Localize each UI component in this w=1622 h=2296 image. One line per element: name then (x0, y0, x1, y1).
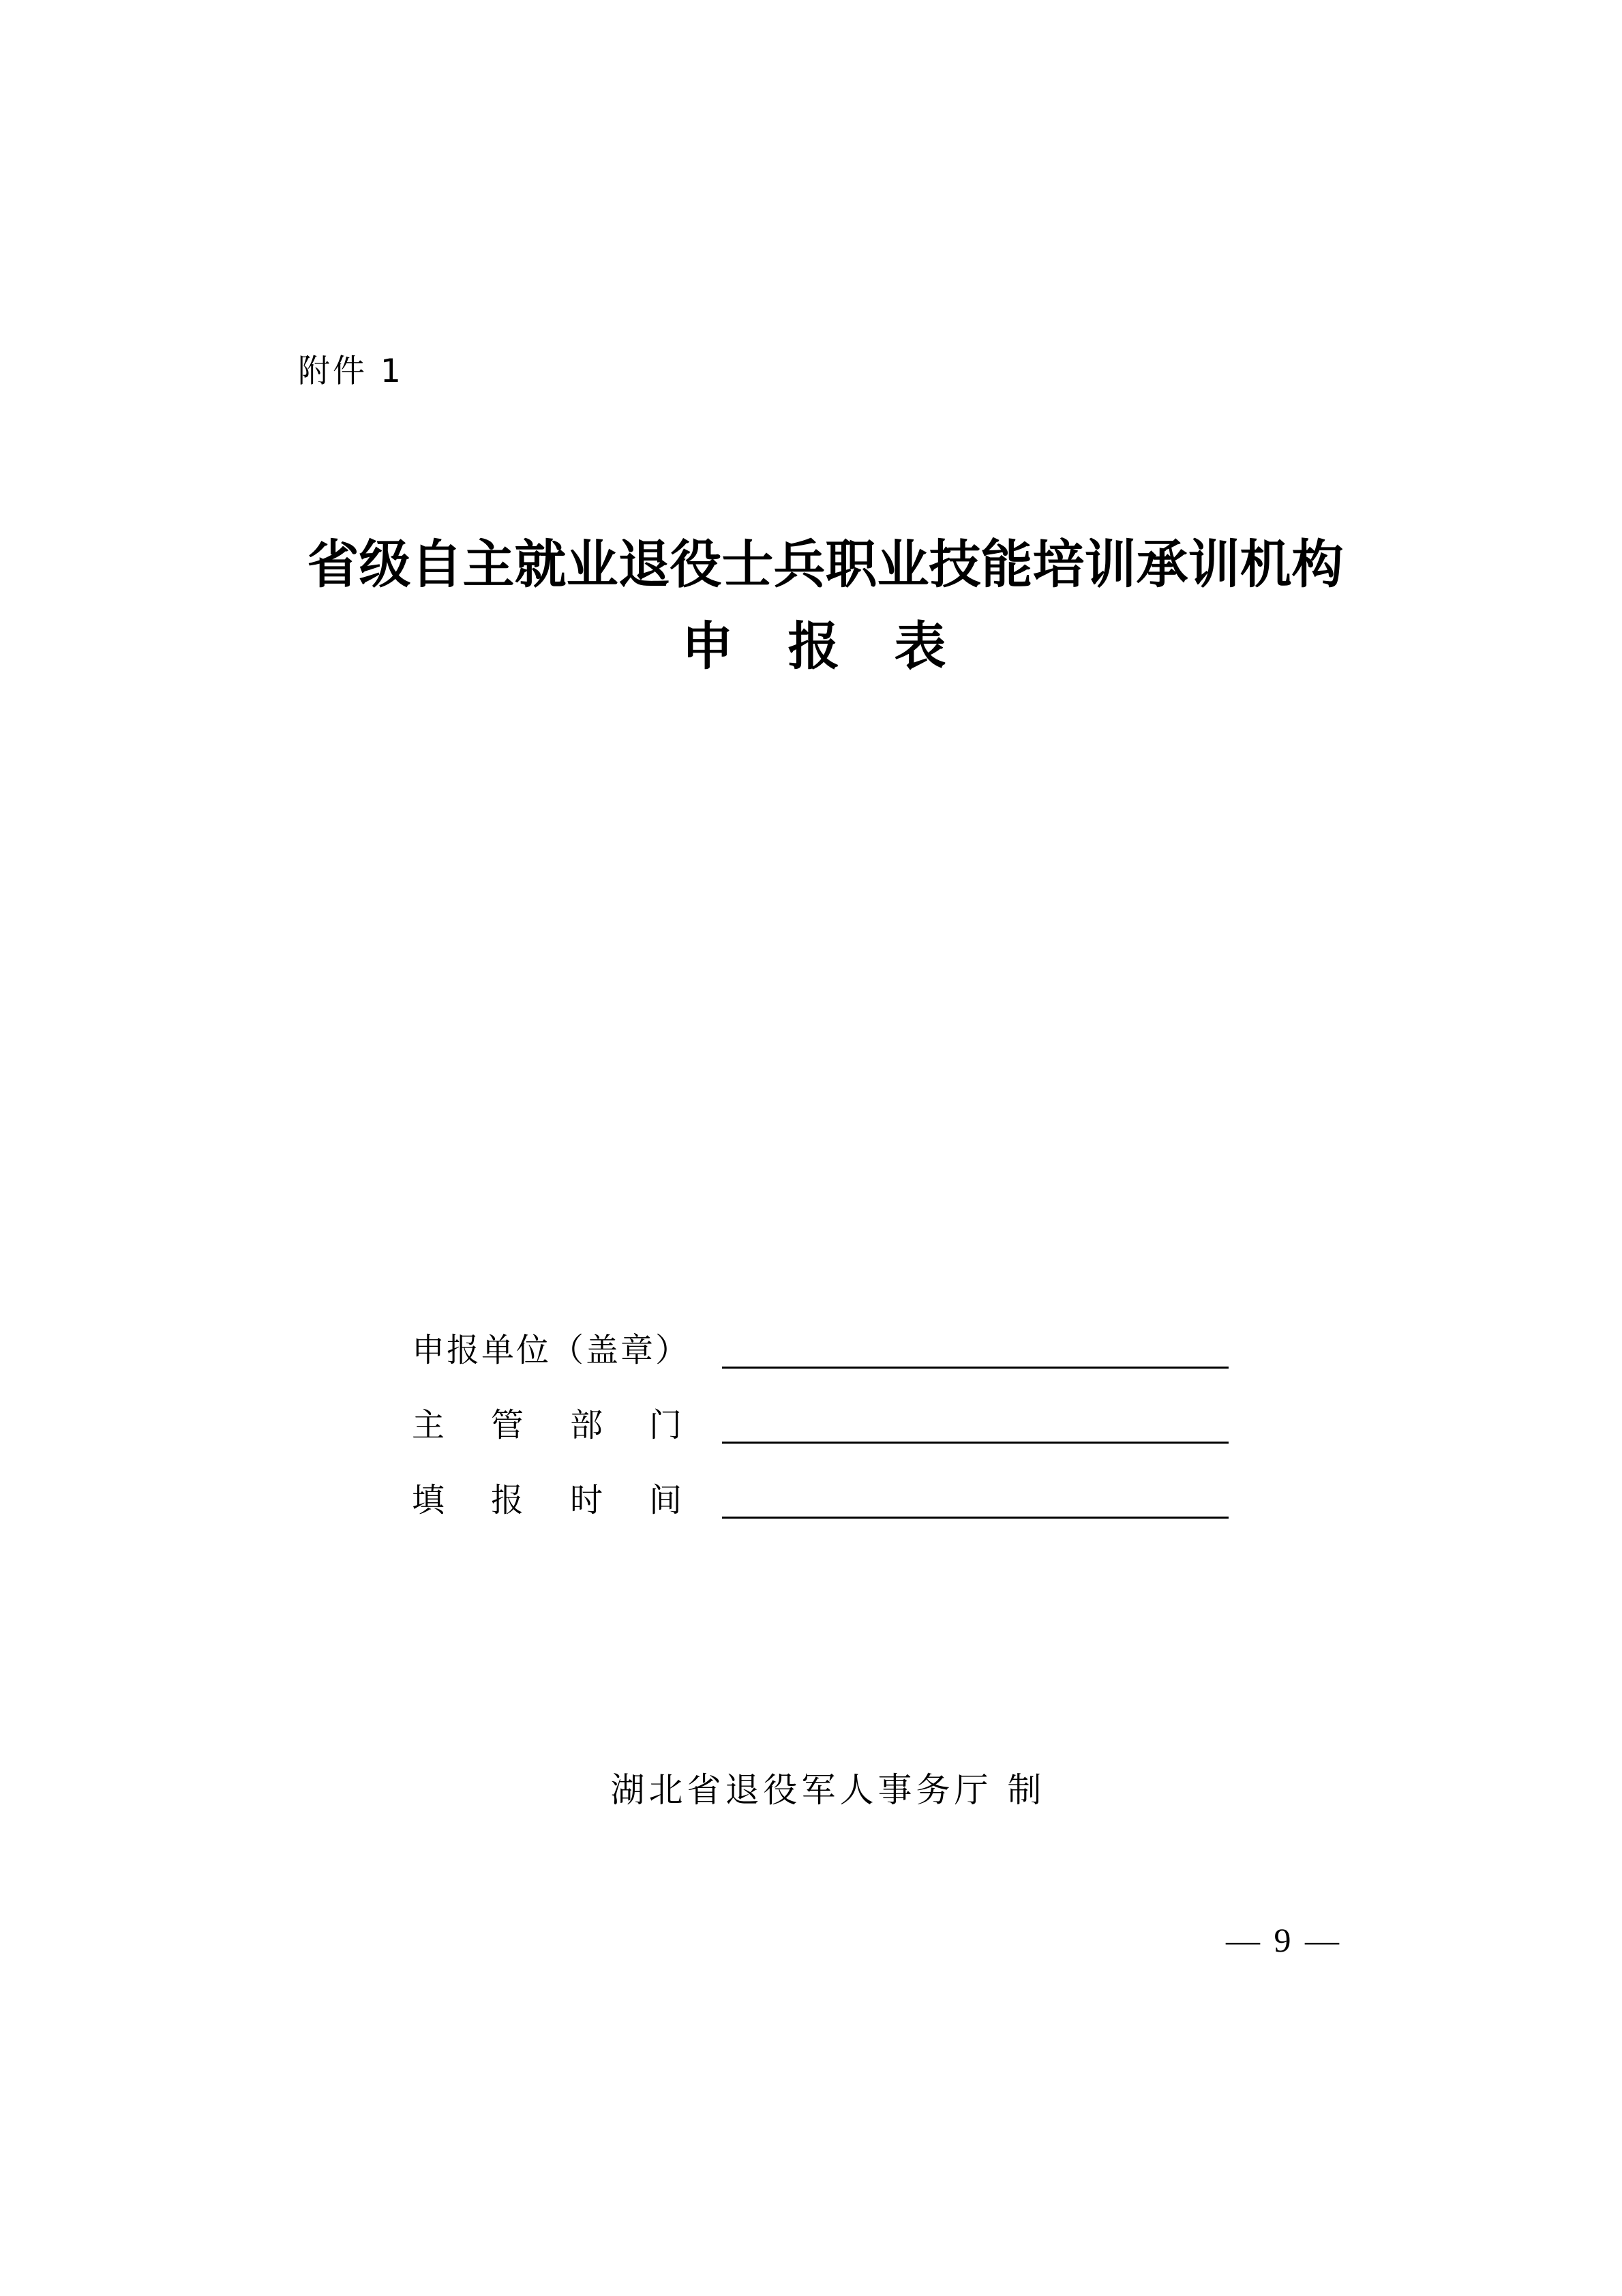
filing-date-label: 填报时间 (412, 1481, 729, 1519)
issuer-text: 湖北省退役军人事务厅 制 (610, 1770, 1046, 1810)
page-number: — 9 — (1226, 1921, 1342, 1959)
attachment-label: 附件 1 (298, 353, 404, 390)
document-title-line-2: 申报表 (681, 616, 1001, 676)
supervising-department-blank-line (722, 1442, 1229, 1444)
filing-date-blank-line (722, 1517, 1229, 1519)
form-row-applicant-unit (412, 1323, 1230, 1377)
applicant-unit-blank-line (722, 1367, 1229, 1369)
form-row-filing-date (412, 1473, 1230, 1527)
form-row-supervising-department (412, 1398, 1230, 1452)
supervising-department-label: 主管部门 (412, 1406, 729, 1444)
applicant-unit-label: 申报单位（盖章） (412, 1331, 691, 1369)
document-title-line-1: 省级自主就业退役士兵职业技能培训承训机构 (307, 534, 1344, 595)
